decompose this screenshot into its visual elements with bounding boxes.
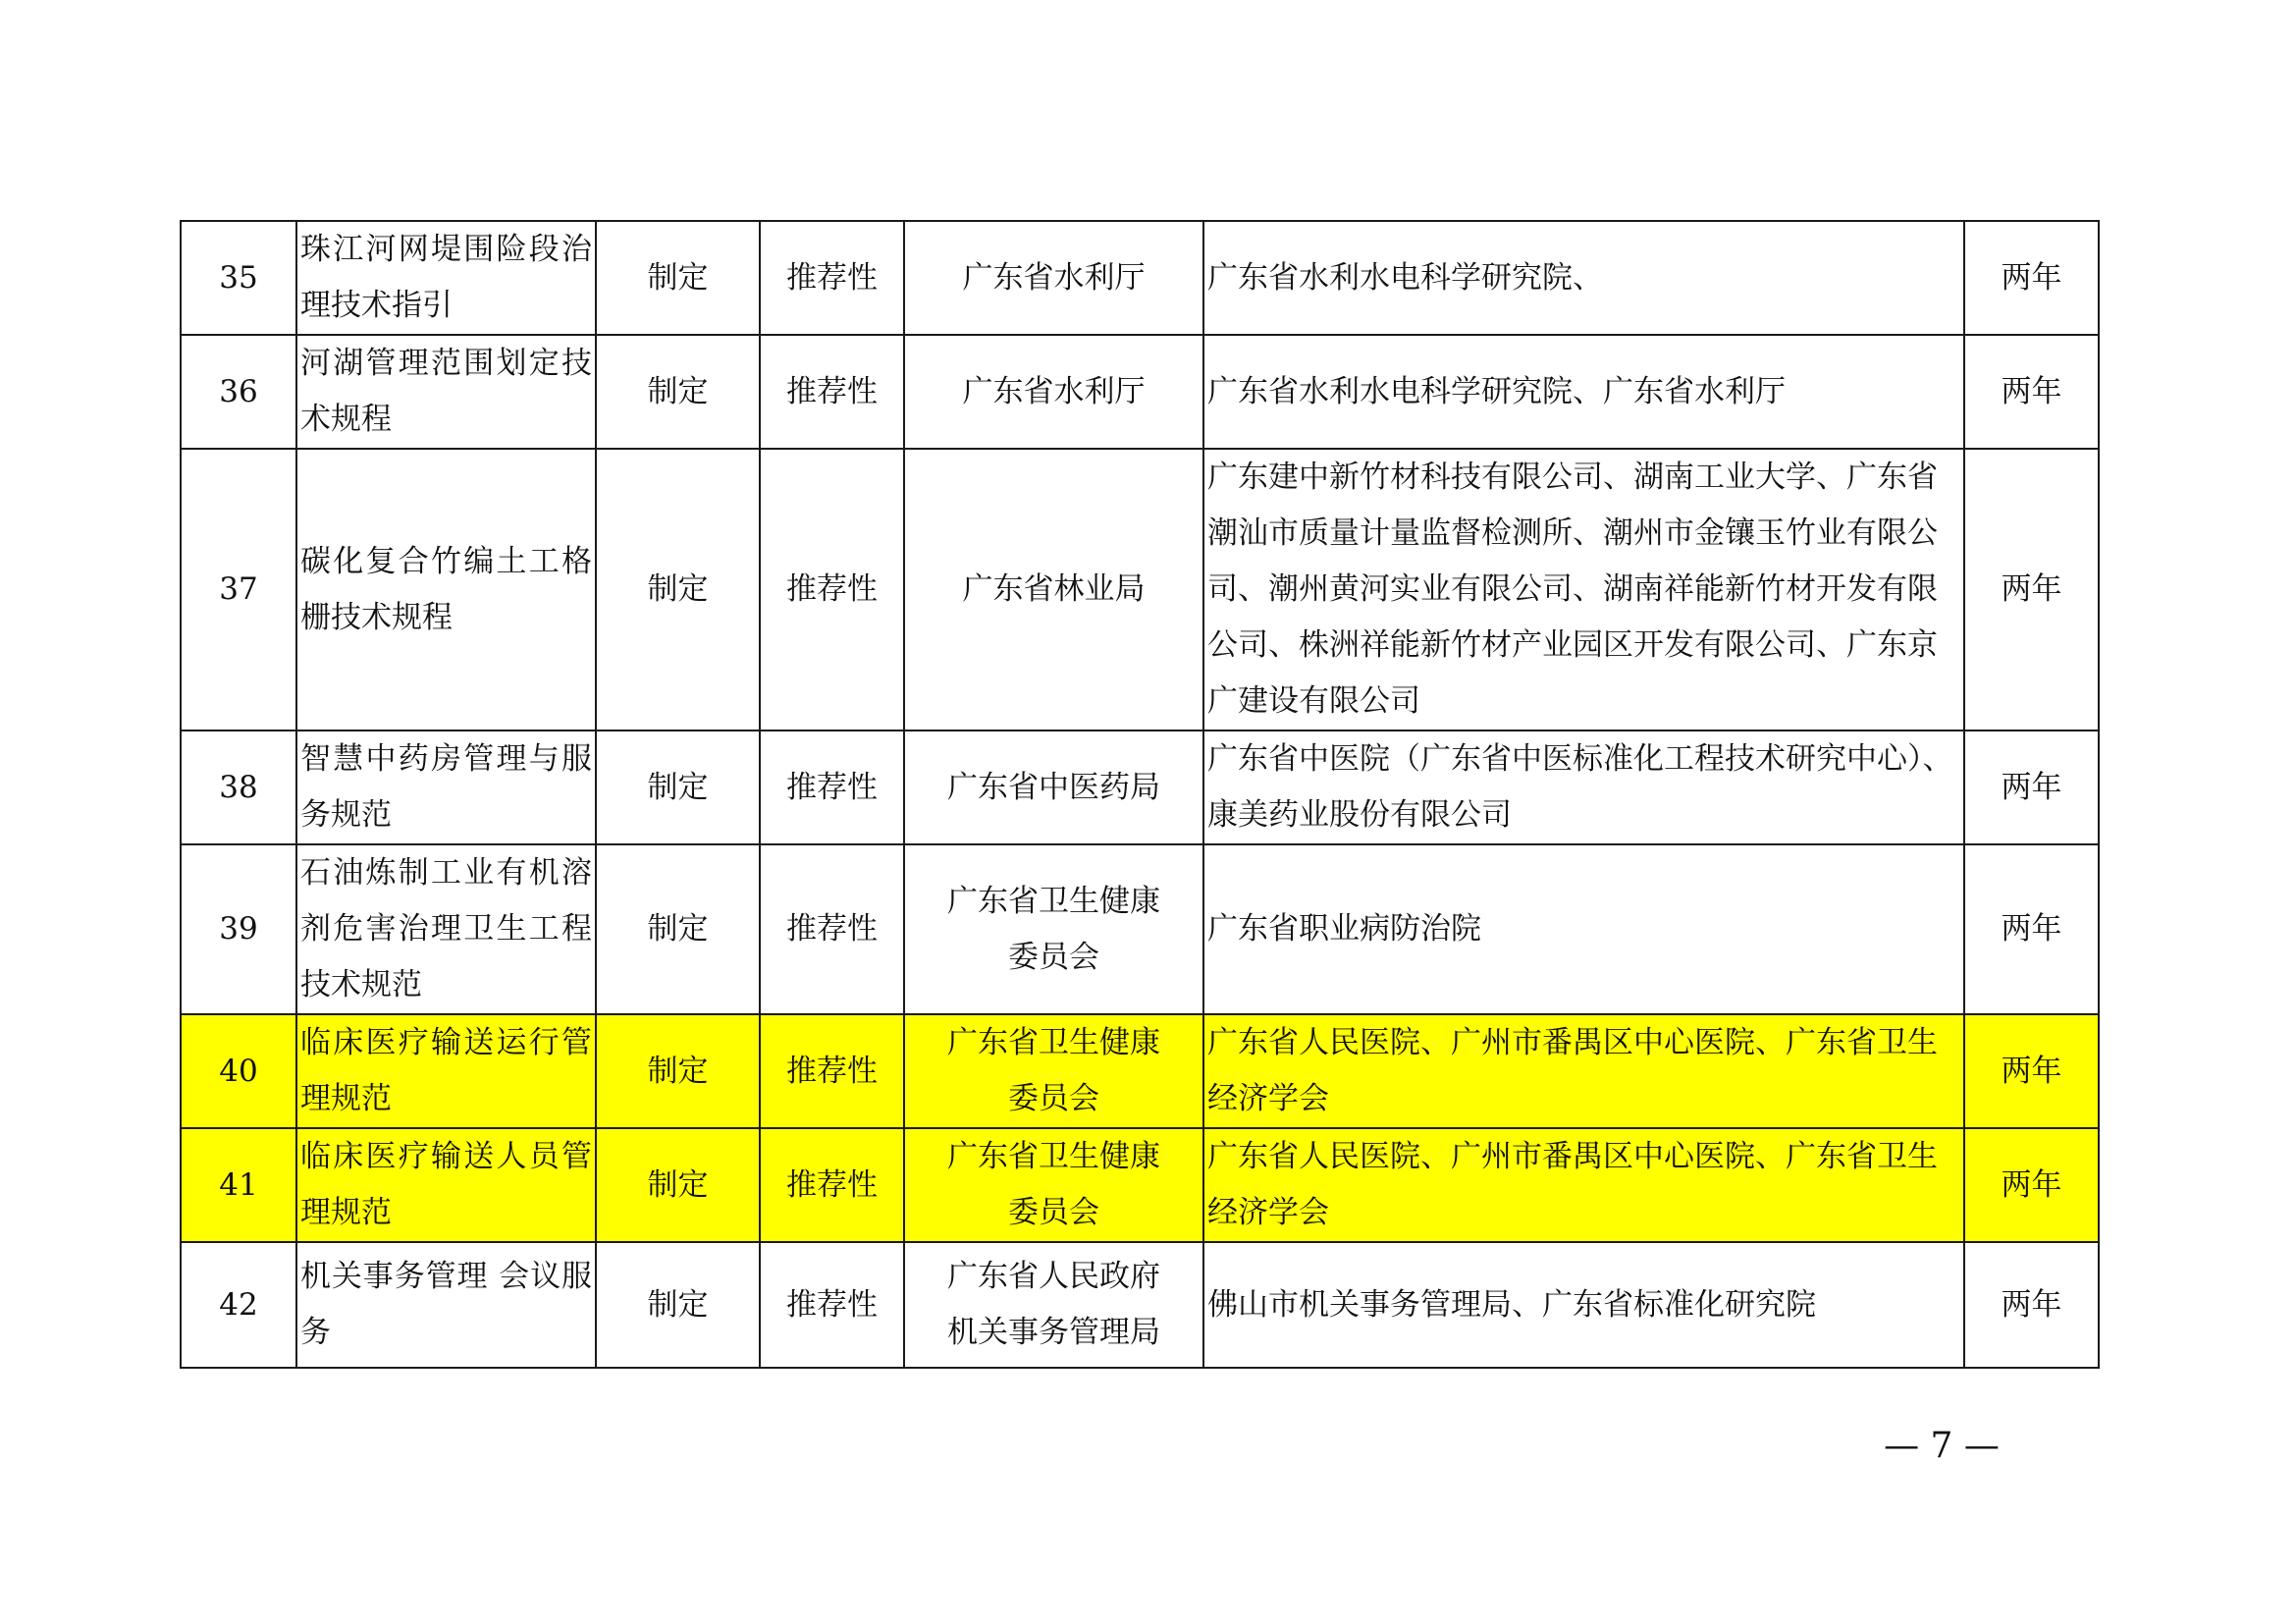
table-row (181, 449, 2099, 731)
standard-name: 珠江河网堤围险段治理技术指引 (296, 221, 596, 335)
table-row (181, 731, 2099, 844)
row-number: 41 (181, 1128, 296, 1242)
project-type: 制定 (596, 1014, 760, 1128)
standard-nature: 推荐性 (760, 449, 904, 731)
row-number: 40 (181, 1014, 296, 1128)
standard-name: 河湖管理范围划定技术规程 (296, 335, 596, 449)
standard-nature: 推荐性 (760, 335, 904, 449)
competent-department: 广东省林业局 (904, 449, 1203, 731)
competent-department: 广东省中医药局 (904, 731, 1203, 844)
table-row (181, 844, 2099, 1014)
row-number: 42 (181, 1242, 296, 1368)
project-type: 制定 (596, 1128, 760, 1242)
completion-period: 两年 (1964, 221, 2099, 335)
table-row (181, 335, 2099, 449)
competent-department: 广东省卫生健康委员会 (904, 844, 1203, 1014)
row-number: 38 (181, 731, 296, 844)
standard-nature: 推荐性 (760, 1128, 904, 1242)
project-type: 制定 (596, 221, 760, 335)
drafting-units: 广东省水利水电科学研究院、广东省水利厅 (1203, 335, 1964, 449)
standard-name: 临床医疗输送人员管理规范 (296, 1128, 596, 1242)
drafting-units: 广东省中医院（广东省中医标准化工程技术研究中心）、康美药业股份有限公司 (1203, 731, 1964, 844)
competent-department: 广东省水利厅 (904, 221, 1203, 335)
row-number: 36 (181, 335, 296, 449)
completion-period: 两年 (1964, 1014, 2099, 1128)
completion-period: 两年 (1964, 1242, 2099, 1368)
standard-nature: 推荐性 (760, 731, 904, 844)
standard-nature: 推荐性 (760, 1242, 904, 1368)
completion-period: 两年 (1964, 449, 2099, 731)
row-number: 39 (181, 844, 296, 1014)
table-row (181, 1242, 2099, 1368)
project-type: 制定 (596, 449, 760, 731)
standard-name: 机关事务管理 会议服务 (296, 1242, 596, 1368)
table-row (181, 221, 2099, 335)
drafting-units: 广东省人民医院、广州市番禺区中心医院、广东省卫生经济学会 (1203, 1014, 1964, 1128)
project-type: 制定 (596, 335, 760, 449)
completion-period: 两年 (1964, 844, 2099, 1014)
drafting-units: 广东省职业病防治院 (1203, 844, 1964, 1014)
competent-department: 广东省人民政府机关事务管理局 (904, 1242, 1203, 1368)
standard-name: 石油炼制工业有机溶剂危害治理卫生工程技术规范 (296, 844, 596, 1014)
project-type: 制定 (596, 844, 760, 1014)
project-type: 制定 (596, 1242, 760, 1368)
standard-nature: 推荐性 (760, 844, 904, 1014)
row-number: 35 (181, 221, 296, 335)
completion-period: 两年 (1964, 1128, 2099, 1242)
page-number: — 7 — (1884, 1426, 2000, 1466)
competent-department: 广东省水利厅 (904, 335, 1203, 449)
competent-department: 广东省卫生健康委员会 (904, 1128, 1203, 1242)
standard-nature: 推荐性 (760, 221, 904, 335)
standards-table (180, 220, 2100, 1369)
drafting-units: 佛山市机关事务管理局、广东省标准化研究院 (1203, 1242, 1964, 1368)
drafting-units: 广东省水利水电科学研究院、 (1203, 221, 1964, 335)
standard-name: 碳化复合竹编土工格栅技术规程 (296, 449, 596, 731)
standard-nature: 推荐性 (760, 1014, 904, 1128)
completion-period: 两年 (1964, 335, 2099, 449)
standard-name: 智慧中药房管理与服务规范 (296, 731, 596, 844)
row-number: 37 (181, 449, 296, 731)
standard-name: 临床医疗输送运行管理规范 (296, 1014, 596, 1128)
drafting-units: 广东建中新竹材科技有限公司、湖南工业大学、广东省潮汕市质量计量监督检测所、潮州市金镶玉竹业有限公司、潮州黄河实业有限公司、湖南祥能新竹材开发有限公司、株洲祥能新竹材产业园区开发有限公司、广东京广建设有限公司 (1203, 449, 1964, 731)
drafting-units: 广东省人民医院、广州市番禺区中心医院、广东省卫生经济学会 (1203, 1128, 1964, 1242)
project-type: 制定 (596, 731, 760, 844)
completion-period: 两年 (1964, 731, 2099, 844)
table-row-highlighted (181, 1128, 2099, 1242)
table-row-highlighted (181, 1014, 2099, 1128)
competent-department: 广东省卫生健康委员会 (904, 1014, 1203, 1128)
